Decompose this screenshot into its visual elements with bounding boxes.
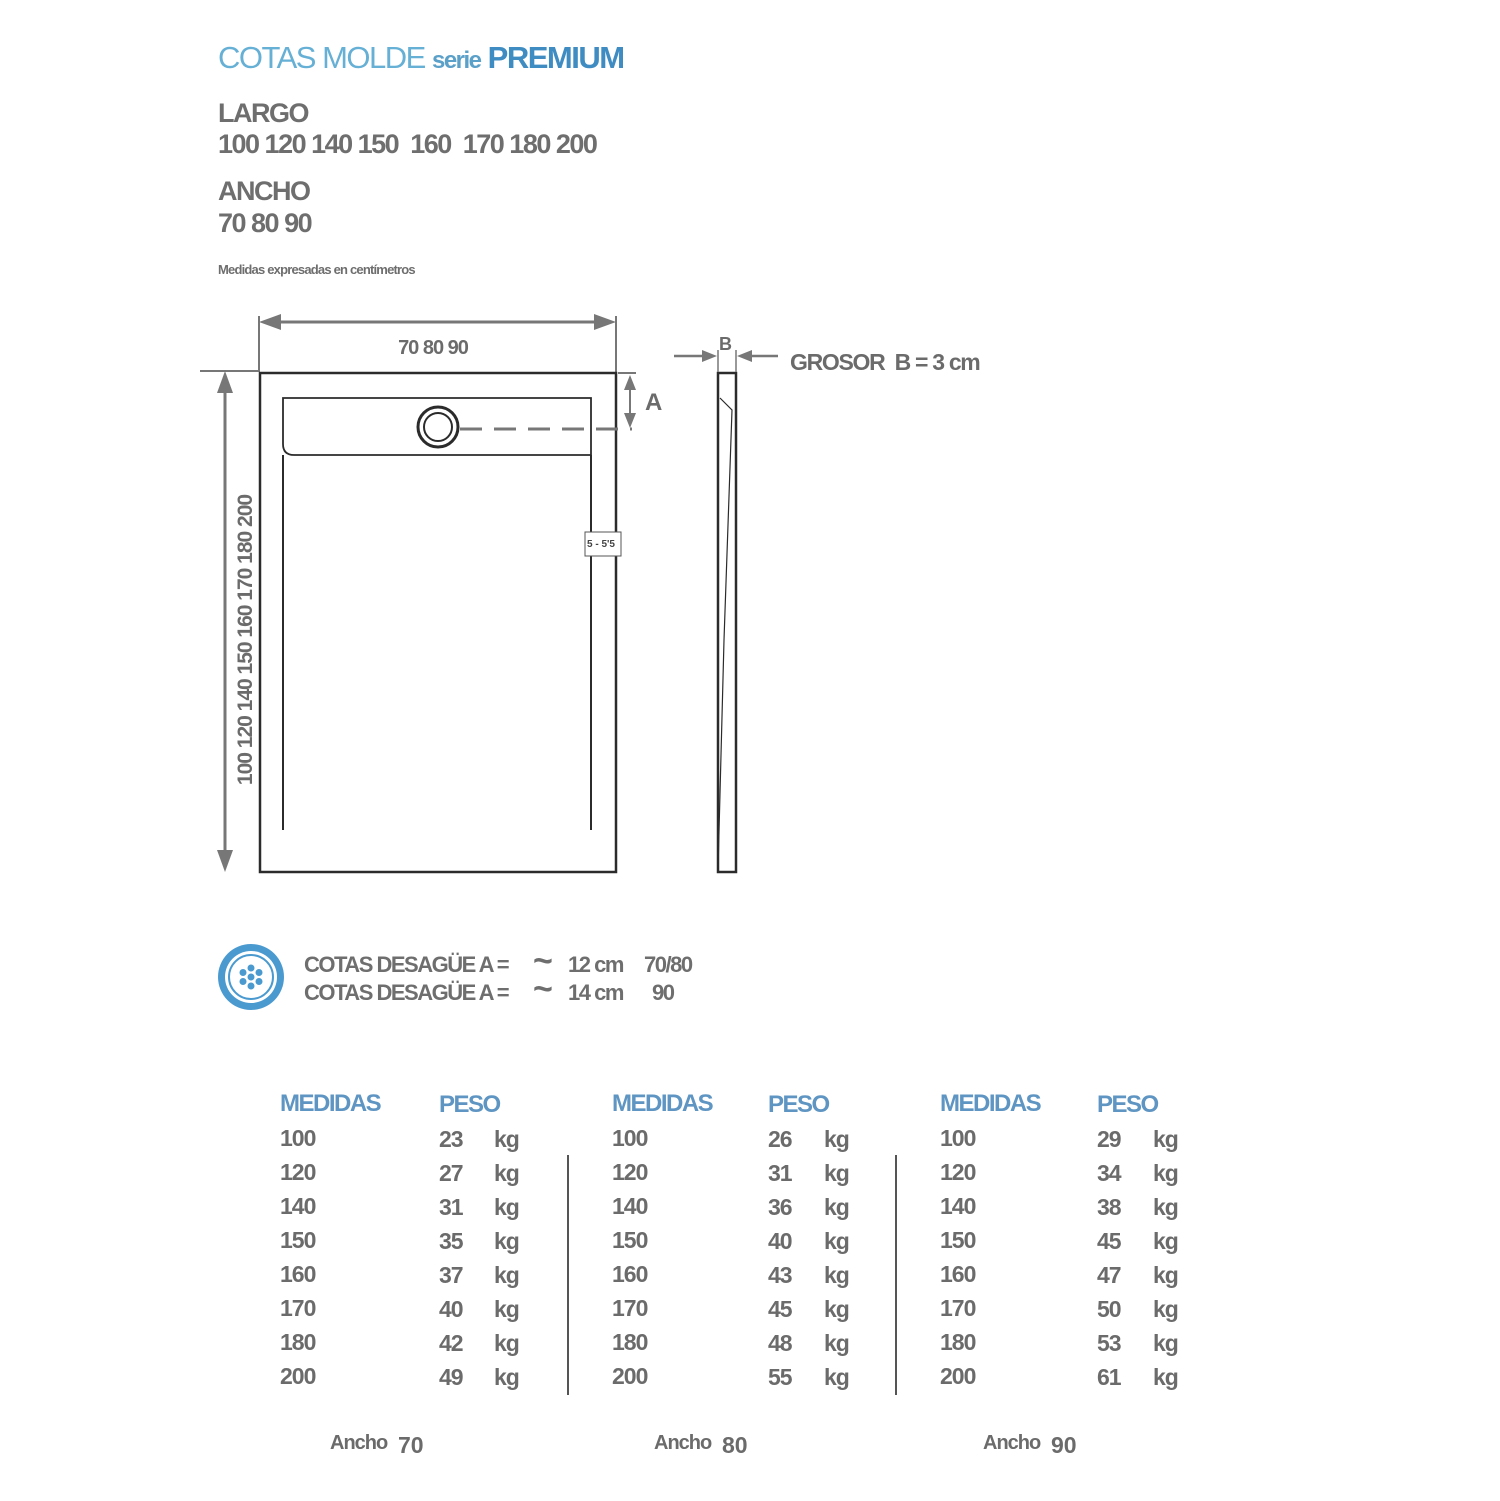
table-cell-peso: 31: [439, 1194, 463, 1220]
table-divider-1: [567, 1155, 569, 1395]
table-cell-unit: kg: [1153, 1262, 1178, 1288]
table-cell-unit: kg: [494, 1228, 519, 1254]
table-cell-medida: 100: [612, 1125, 648, 1151]
table-cell-unit: kg: [494, 1330, 519, 1356]
table-cell-medida: 140: [940, 1193, 976, 1219]
table-cell-unit: kg: [824, 1262, 849, 1288]
table-cell-peso: 23: [439, 1126, 463, 1152]
largo-values: 100 120 140 150 160 170 180 200: [218, 129, 597, 159]
units-note: Medidas expresadas en centímetros: [218, 262, 415, 277]
table-cell-medida: 120: [280, 1159, 316, 1185]
table-cell-unit: kg: [1153, 1126, 1178, 1152]
table-cell-unit: kg: [1153, 1228, 1178, 1254]
grosor-label: GROSOR B = 3 cm: [790, 349, 980, 375]
table-cell-medida: 150: [612, 1227, 648, 1253]
table-footer-value: 70: [398, 1432, 424, 1458]
table-cell-medida: 160: [940, 1261, 976, 1287]
table-cell-medida: 120: [612, 1159, 648, 1185]
table-cell-medida: 170: [940, 1295, 976, 1321]
tilde-icon: ~: [533, 970, 552, 1008]
table-cell-peso: 38: [1097, 1194, 1121, 1220]
table-cell-unit: kg: [824, 1296, 849, 1322]
table-cell-peso: 50: [1097, 1296, 1121, 1322]
drain-row-label: COTAS DESAGÜE A =: [304, 980, 509, 1005]
table-cell-unit: kg: [1153, 1296, 1178, 1322]
table-cell-medida: 120: [940, 1159, 976, 1185]
table-footer-label: Ancho: [983, 1432, 1041, 1454]
table-cell-peso: 29: [1097, 1126, 1121, 1152]
table-cell-peso: 43: [768, 1262, 792, 1288]
width-label: 70 80 90: [398, 337, 468, 359]
table-cell-peso: 40: [768, 1228, 792, 1254]
table-cell-medida: 160: [612, 1261, 648, 1287]
title-part2: serie: [431, 47, 481, 74]
table-footer-label: Ancho: [330, 1432, 388, 1454]
table-cell-peso: 27: [439, 1160, 463, 1186]
table-cell-unit: kg: [1153, 1330, 1178, 1356]
table-cell-unit: kg: [494, 1194, 519, 1220]
slope-label: 5 - 5'5: [587, 539, 615, 550]
ancho-values: 70 80 90: [218, 208, 312, 238]
table-header-medidas: MEDIDAS: [612, 1090, 713, 1117]
table-cell-medida: 180: [940, 1329, 976, 1355]
table-header-peso: PESO: [439, 1091, 500, 1118]
table-cell-peso: 53: [1097, 1330, 1121, 1356]
table-cell-medida: 200: [280, 1363, 316, 1389]
b-label: B: [719, 334, 732, 354]
table-cell-peso: 61: [1097, 1364, 1121, 1390]
table-cell-unit: kg: [494, 1126, 519, 1152]
table-cell-peso: 26: [768, 1126, 792, 1152]
a-dimension: [618, 373, 662, 428]
table-header-peso: PESO: [1097, 1091, 1158, 1118]
table-cell-medida: 170: [612, 1295, 648, 1321]
table-cell-medida: 140: [280, 1193, 316, 1219]
table-cell-unit: kg: [824, 1364, 849, 1390]
table-cell-peso: 37: [439, 1262, 463, 1288]
table-cell-medida: 100: [280, 1125, 316, 1151]
table-cell-medida: 100: [940, 1125, 976, 1151]
tilde-icon: ~: [533, 942, 552, 980]
drain-row-width: 70/80: [644, 952, 692, 977]
table-cell-peso: 55: [768, 1364, 792, 1390]
table-cell-peso: 45: [1097, 1228, 1121, 1254]
table-cell-unit: kg: [824, 1126, 849, 1152]
width-dimension: [259, 314, 616, 372]
table-cell-peso: 49: [439, 1364, 463, 1390]
table-cell-medida: 180: [612, 1329, 648, 1355]
table-cell-peso: 35: [439, 1228, 463, 1254]
table-cell-unit: kg: [1153, 1194, 1178, 1220]
table-footer-value: 90: [1051, 1432, 1077, 1458]
largo-label: LARGO: [218, 98, 308, 128]
table-cell-medida: 150: [940, 1227, 976, 1253]
table-header-medidas: MEDIDAS: [280, 1090, 381, 1117]
table-cell-unit: kg: [824, 1330, 849, 1356]
table-cell-unit: kg: [494, 1160, 519, 1186]
table-cell-peso: 36: [768, 1194, 792, 1220]
table-cell-peso: 34: [1097, 1160, 1121, 1186]
table-cell-medida: 200: [612, 1363, 648, 1389]
length-label: 100 120 140 150 160 170 180 200: [234, 494, 257, 786]
table-cell-peso: 48: [768, 1330, 792, 1356]
a-label: A: [645, 389, 663, 416]
tray-top-view: [260, 373, 632, 872]
table-cell-medida: 200: [940, 1363, 976, 1389]
table-cell-unit: kg: [494, 1262, 519, 1288]
table-cell-medida: 140: [612, 1193, 648, 1219]
title-part3: PREMIUM: [487, 40, 624, 75]
table-cell-unit: kg: [824, 1194, 849, 1220]
table-cell-medida: 160: [280, 1261, 316, 1287]
table-cell-medida: 150: [280, 1227, 316, 1253]
drain-row-width: 90: [652, 980, 674, 1005]
ancho-label: ANCHO: [218, 176, 310, 206]
table-cell-unit: kg: [824, 1160, 849, 1186]
table-cell-unit: kg: [494, 1296, 519, 1322]
table-cell-unit: kg: [1153, 1364, 1178, 1390]
table-cell-peso: 40: [439, 1296, 463, 1322]
table-cell-peso: 45: [768, 1296, 792, 1322]
drain-row-label: COTAS DESAGÜE A =: [304, 952, 509, 977]
table-cell-medida: 170: [280, 1295, 316, 1321]
table-header-peso: PESO: [768, 1091, 829, 1118]
drain-icon: [216, 942, 286, 1012]
table-cell-unit: kg: [494, 1364, 519, 1390]
tray-side-view: [674, 334, 980, 872]
drain-row-value: 12 cm: [568, 952, 623, 977]
table-cell-medida: 180: [280, 1329, 316, 1355]
table-cell-unit: kg: [1153, 1160, 1178, 1186]
drain-row-value: 14 cm: [568, 980, 623, 1005]
table-cell-peso: 31: [768, 1160, 792, 1186]
table-divider-2: [895, 1155, 897, 1395]
title-part1: COTAS MOLDE: [218, 40, 425, 75]
table-cell-unit: kg: [824, 1228, 849, 1254]
table-cell-peso: 42: [439, 1330, 463, 1356]
table-header-medidas: MEDIDAS: [940, 1090, 1041, 1117]
table-cell-peso: 47: [1097, 1262, 1121, 1288]
table-footer-value: 80: [722, 1432, 748, 1458]
length-dimension: [200, 371, 258, 872]
table-footer-label: Ancho: [654, 1432, 712, 1454]
